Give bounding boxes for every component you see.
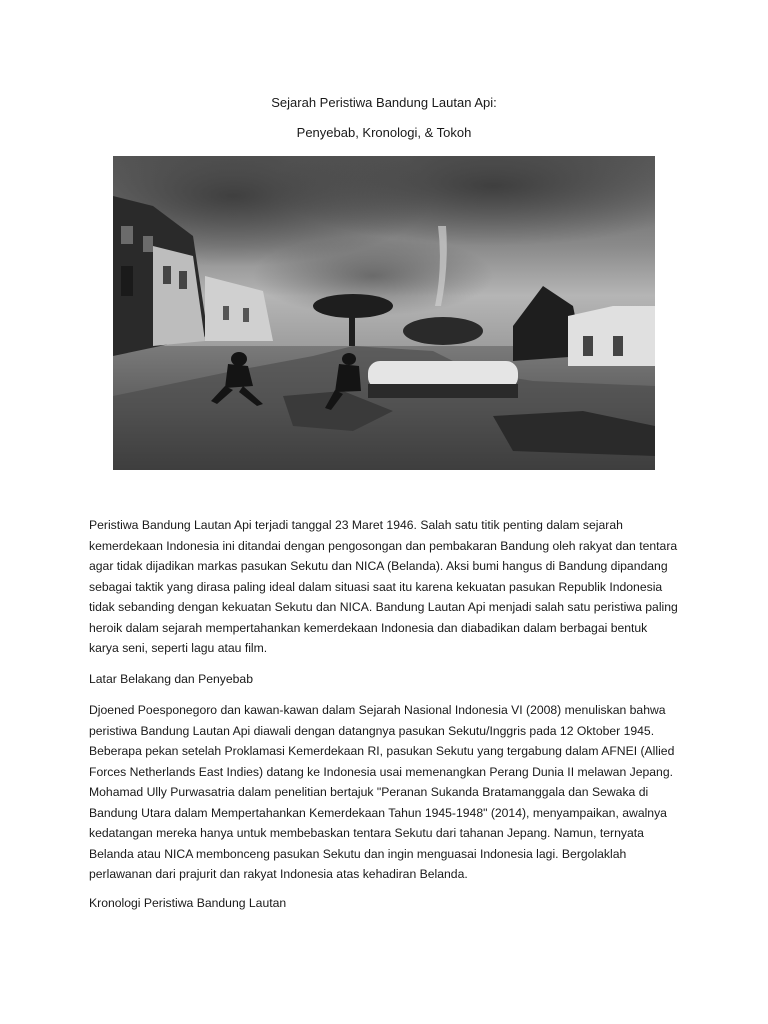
document-title-line-2: Penyebab, Kronologi, & Tokoh	[296, 125, 472, 140]
street-smoke-photo-illustration	[113, 156, 655, 470]
paragraph-intro: Peristiwa Bandung Lautan Api terjadi tanggal 23 Maret 1946. Salah satu titik penting dalam sejarah kemerdekaan Indonesia ini ditandai dengan pengosongan dan pembakaran Bandung oleh rakyat dan tentara agar tidak dijadikan markas pasukan Sekutu dan NICA (Belanda). Aksi bumi hangus di Bandung dipandang sebagai taktik yang dirasa paling ideal dalam situasi saat itu karena kekuatan pasukan Republik Indonesia tidak sebanding dengan kekuatan Sekutu dan NICA. Bandung Lautan Api menjadi salah satu peristiwa paling heroik dalam sejarah mempertahankan kemerdekaan Indonesia dan diabadikan dalam berbagai bentuk karya seni, seperti lagu atau film.	[89, 518, 678, 655]
document-title-line-1: Sejarah Peristiwa Bandung Lautan Api:	[271, 95, 497, 110]
section-heading-chronology: Kronologi Peristiwa Bandung Lautan	[89, 896, 287, 910]
section-heading-background: Latar Belakang dan Penyebab	[89, 672, 253, 686]
paragraph-background: Djoened Poesponegoro dan kawan-kawan dalam Sejarah Nasional Indonesia VI (2008) menuliskan bahwa peristiwa Bandung Lautan Api diawali dengan datangnya pasukan Sekutu/Inggris pada 12 Oktober 1945. Beberapa pekan setelah Proklamasi Kemerdekaan RI, pasukan Sekutu yang tergabung dalam AFNEI (Allied Forces Netherlands East Indies) datang ke Indonesia usai memenangkan Perang Dunia II melawan Jepang. Mohamad Ully Purwasatria dalam penelitian bertajuk "Peranan Sukanda Bratamanggala dan Sewaka di Bandung Utara dalam Mempertahankan Kemerdekaan Tahun 1945-1948" (2014), menyampaikan, awalnya kedatangan mereka hanya untuk membebaskan tentara Sekutu dari tahanan Jepang. Namun, ternyata Belanda atau NICA membonceng pasukan Sekutu dan ingin menguasai Indonesia lagi. Bergolaklah perlawanan dari prajurit dan rakyat Indonesia atas kehadiran Belanda.	[89, 703, 675, 881]
historical-photo	[113, 156, 655, 470]
